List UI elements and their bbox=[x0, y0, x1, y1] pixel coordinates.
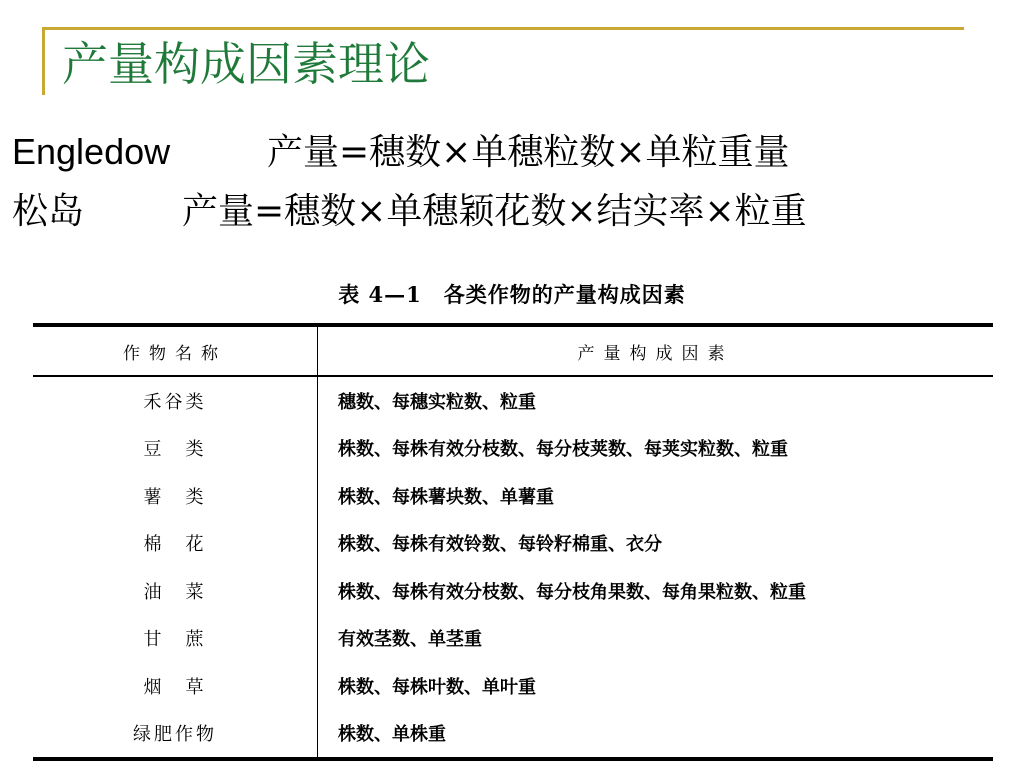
formula-author: 松岛 bbox=[12, 191, 85, 232]
table-row bbox=[33, 710, 993, 760]
table-row bbox=[33, 615, 993, 663]
formula-engledow bbox=[12, 128, 790, 177]
yield-factors-cell: 株数、每株叶数、单叶重 bbox=[338, 676, 536, 698]
table-caption: 表 4—1 各类作物的产量构成因素 bbox=[338, 282, 686, 307]
yield-factors-cell: 有效茎数、单茎重 bbox=[338, 629, 482, 651]
slide-title: 产量构成因素理论 bbox=[62, 37, 430, 91]
formula-equation: 产量=穗数×单穗颖花数×结实率×粒重 bbox=[182, 191, 807, 232]
yield-factors-cell: 株数、单株重 bbox=[318, 710, 994, 760]
yield-factors-cell: 株数、每株薯块数、单薯重 bbox=[338, 486, 554, 508]
table-row bbox=[33, 520, 993, 568]
crop-name-cell: 豆 类 bbox=[33, 425, 318, 473]
title-accent-horizontal-line bbox=[42, 27, 964, 30]
crop-name-cell: 薯 类 bbox=[33, 472, 318, 520]
table-row bbox=[33, 567, 993, 615]
yield-factors-cell: 株数、每株有效分枝数、每分枝角果数、每角果粒数、粒重 bbox=[338, 581, 806, 603]
yield-components-table bbox=[33, 323, 993, 761]
formula-equation: 产量=穗数×单穗粒数×单粒重量 bbox=[267, 132, 790, 173]
formula-matsushima bbox=[12, 188, 807, 236]
table-row bbox=[33, 472, 993, 520]
yield-factors-cell: 穗数、每穗实粒数、粒重 bbox=[338, 391, 536, 413]
crop-name-cell: 甘 蔗 bbox=[33, 615, 318, 663]
table-row bbox=[33, 376, 993, 425]
column-header-yield-factors: 产量构成因素 bbox=[318, 325, 994, 376]
crop-name-cell: 油 菜 bbox=[33, 567, 318, 615]
yield-factors-cell: 株数、每株有效分枝数、每分枝荚数、每荚实粒数、粒重 bbox=[338, 439, 788, 461]
yield-factors-cell: 株数、每株有效铃数、每铃籽棉重、衣分 bbox=[338, 534, 662, 556]
crop-name-cell: 禾谷类 bbox=[33, 376, 318, 425]
crop-name-cell: 烟 草 bbox=[33, 662, 318, 710]
table-row bbox=[33, 425, 993, 473]
table-row bbox=[33, 662, 993, 710]
formula-author: Engledow bbox=[12, 131, 171, 172]
crop-name-cell: 绿肥作物 bbox=[33, 710, 318, 760]
title-accent-vertical-line bbox=[42, 27, 45, 95]
column-header-crop-name: 作物名称 bbox=[33, 325, 318, 376]
table-header-row bbox=[33, 325, 993, 376]
crop-name-cell: 棉 花 bbox=[33, 520, 318, 568]
